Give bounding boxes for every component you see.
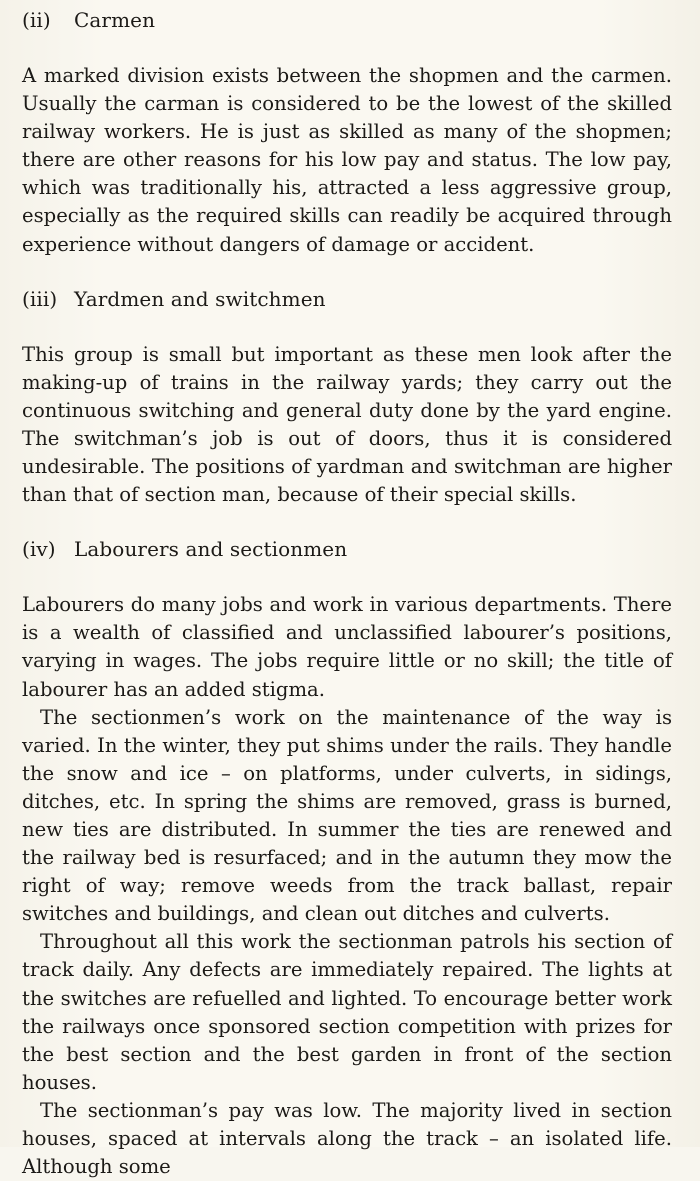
section-heading-labourers xyxy=(22,535,672,563)
paragraph: The sectionman’s pay was low. The majority lived in section houses, spaced at intervals along the track – an isolated life. Although some xyxy=(22,1098,672,1179)
page-content xyxy=(22,0,672,1181)
paragraph: Throughout all this work the sectionman patrols his section of track daily. Any defects are immediately repaired. The lights at the switches are refuelled and lighted. To encourage better work the railways once sponsored section competition with prizes for the best section and the best garden in front of the section houses. xyxy=(22,930,672,1094)
section-heading-carmen xyxy=(22,6,672,34)
paragraph: Labourers do many jobs and work in various departments. There is a wealth of classified and unclassified labourer’s positions, varying in wages. The jobs require little or no skill; the title of labourer has an added stigma. xyxy=(22,593,672,701)
section-heading-yardmen xyxy=(22,285,672,313)
section-number: (iv) xyxy=(22,537,56,562)
section-title: Yardmen and switchmen xyxy=(74,286,326,311)
paragraph: This group is small but important as these men look after the making-up of trains in the railway yards; they carry out the continuous switching and general duty done by the yard engine. The switchman’s job is out of doors, thus it is considered undesirable. The positions of yardman and switchman are higher than that of section man, because of their special skills. xyxy=(22,342,672,507)
section-title: Labourers and sectionmen xyxy=(74,537,348,562)
section-title: Carmen xyxy=(74,8,156,32)
paragraph: A marked division exists between the shopmen and the carmen. Usually the carman is considered to be the lowest of the skilled railway workers. He is just as skilled as many of the shopmen; there are other reasons for his low pay and status. The low pay, which was traditionally his, attracted a less aggressive group, especially as the required skills can readily be acquired through experience without dangers of damage or accident. xyxy=(22,64,672,256)
paragraph: The sectionmen’s work on the maintenance of the way is varied. In the winter, they put shims under the rails. They handle the snow and ice – on platforms, under culverts, in sidings, ditches, etc. In spring the shims are removed, grass is burned, new ties are distributed. In summer the ties are renewed and the railway bed is resurfaced; and in the autumn they mow the right of way; remove weeds from the track ballast, repair switches and buildings, and clean out ditches and culverts. xyxy=(22,705,672,926)
section-number: (iii) xyxy=(22,286,58,311)
section-number: (ii) xyxy=(22,8,51,32)
